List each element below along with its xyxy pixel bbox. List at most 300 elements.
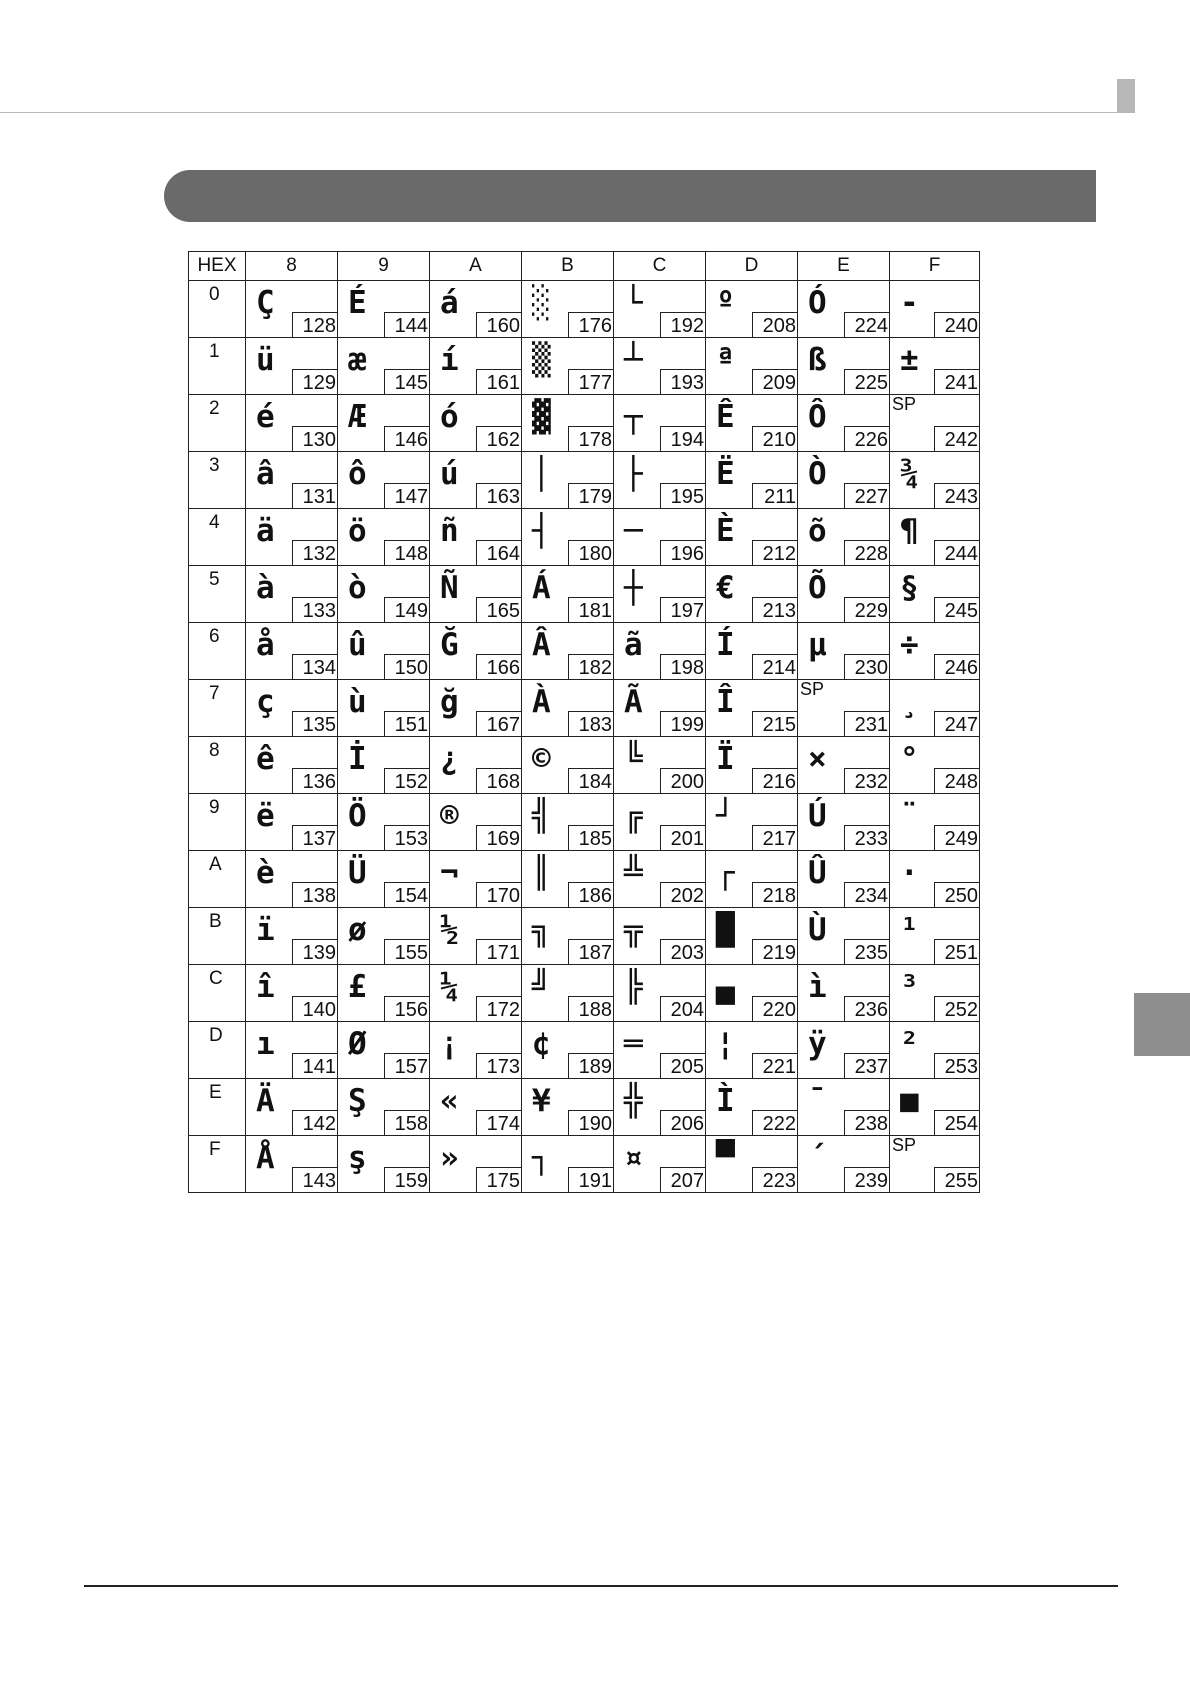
row-hex-label xyxy=(189,623,246,680)
char-cell xyxy=(614,1136,706,1193)
header-row xyxy=(189,252,980,281)
column-header: 8 xyxy=(246,252,338,281)
char-code: 196 xyxy=(660,540,706,566)
char-code: 218 xyxy=(752,882,798,908)
char-cell xyxy=(798,794,890,851)
char-cell xyxy=(522,794,614,851)
column-header: A xyxy=(430,252,522,281)
char-code: 158 xyxy=(384,1110,430,1136)
column-header: E xyxy=(798,252,890,281)
char-cell xyxy=(338,680,430,737)
row-hex-text: 0 xyxy=(209,284,220,305)
char-glyph: Â xyxy=(532,627,551,663)
char-cell xyxy=(614,509,706,566)
char-glyph: ´ xyxy=(808,1140,827,1176)
char-cell xyxy=(798,452,890,509)
char-glyph: ╔ xyxy=(624,798,643,834)
char-cell xyxy=(430,1022,522,1079)
char-glyph: § xyxy=(900,570,919,606)
row-hex-label xyxy=(189,1136,246,1193)
char-cell xyxy=(890,338,980,395)
column-header: B xyxy=(522,252,614,281)
char-glyph: Ñ xyxy=(440,570,459,606)
char-cell xyxy=(614,737,706,794)
char-cell xyxy=(706,680,798,737)
char-glyph: ╬ xyxy=(624,1083,643,1119)
chapter-side-tab xyxy=(1134,993,1190,1056)
char-cell xyxy=(430,509,522,566)
char-glyph: ¸ xyxy=(900,684,919,720)
char-code: 217 xyxy=(752,825,798,851)
char-glyph: ä xyxy=(256,513,275,549)
char-cell xyxy=(246,1022,338,1079)
table-row xyxy=(189,566,980,623)
char-code: 238 xyxy=(844,1110,890,1136)
char-cell xyxy=(430,338,522,395)
char-glyph: å xyxy=(256,627,275,663)
char-cell xyxy=(798,965,890,1022)
char-cell xyxy=(338,908,430,965)
char-cell xyxy=(430,737,522,794)
char-code: 167 xyxy=(476,711,522,737)
char-cell xyxy=(338,1136,430,1193)
char-cell xyxy=(614,281,706,338)
row-hex-text: 9 xyxy=(209,797,220,818)
char-cell xyxy=(522,851,614,908)
char-cell xyxy=(614,1022,706,1079)
char-glyph: ¥ xyxy=(532,1083,551,1119)
char-glyph: ╚ xyxy=(624,741,643,777)
char-code: 148 xyxy=(384,540,430,566)
column-header: D xyxy=(706,252,798,281)
char-cell xyxy=(430,566,522,623)
char-glyph: º xyxy=(716,285,735,321)
char-glyph: ▄ xyxy=(716,969,735,1005)
char-cell xyxy=(614,338,706,395)
char-cell xyxy=(706,908,798,965)
char-code: 230 xyxy=(844,654,890,680)
char-cell xyxy=(430,680,522,737)
char-cell xyxy=(246,623,338,680)
table-body xyxy=(189,281,980,1193)
table-row xyxy=(189,452,980,509)
char-cell xyxy=(798,338,890,395)
char-cell xyxy=(338,338,430,395)
char-code: 240 xyxy=(934,312,980,338)
char-code: 131 xyxy=(292,483,338,509)
char-code: 159 xyxy=(384,1167,430,1193)
char-cell xyxy=(430,452,522,509)
char-glyph: Ù xyxy=(808,912,827,948)
char-cell xyxy=(706,1022,798,1079)
char-cell xyxy=(246,509,338,566)
char-code: 130 xyxy=(292,426,338,452)
char-glyph: û xyxy=(348,627,367,663)
char-glyph: « xyxy=(440,1083,459,1119)
char-glyph: ® xyxy=(440,798,459,834)
char-code: 160 xyxy=(476,312,522,338)
char-code: 202 xyxy=(660,882,706,908)
char-code: 226 xyxy=(844,426,890,452)
char-cell xyxy=(614,566,706,623)
char-glyph: ║ xyxy=(532,855,551,891)
char-glyph: ú xyxy=(440,456,459,492)
char-code: 191 xyxy=(568,1167,614,1193)
char-cell xyxy=(338,509,430,566)
char-cell xyxy=(522,338,614,395)
char-cell xyxy=(890,281,980,338)
char-code: 141 xyxy=(292,1053,338,1079)
char-cell xyxy=(890,794,980,851)
char-code: 170 xyxy=(476,882,522,908)
char-glyph: Û xyxy=(808,855,827,891)
char-code: 205 xyxy=(660,1053,706,1079)
char-glyph: ó xyxy=(440,399,459,435)
char-cell xyxy=(614,908,706,965)
char-glyph: Ç xyxy=(256,285,275,321)
char-glyph: ¨ xyxy=(900,798,919,834)
char-code: 189 xyxy=(568,1053,614,1079)
char-code: 243 xyxy=(934,483,980,509)
char-cell xyxy=(890,680,980,737)
char-glyph: ª xyxy=(716,342,735,378)
char-code: 207 xyxy=(660,1167,706,1193)
char-code: 249 xyxy=(934,825,980,851)
char-glyph: ╩ xyxy=(624,855,643,891)
char-cell xyxy=(890,509,980,566)
char-code: 232 xyxy=(844,768,890,794)
char-glyph: ┐ xyxy=(532,1140,551,1176)
char-code: 187 xyxy=(568,939,614,965)
char-code: 164 xyxy=(476,540,522,566)
char-glyph: é xyxy=(256,399,275,435)
char-code: 178 xyxy=(568,426,614,452)
char-glyph: ┬ xyxy=(624,399,643,435)
char-glyph: À xyxy=(532,684,551,720)
char-glyph: ½ xyxy=(440,912,459,948)
char-code: 163 xyxy=(476,483,522,509)
char-code: 182 xyxy=(568,654,614,680)
char-code: 128 xyxy=(292,312,338,338)
char-code: 143 xyxy=(292,1167,338,1193)
char-cell xyxy=(522,965,614,1022)
char-glyph: æ xyxy=(348,342,367,378)
char-glyph: Î xyxy=(716,684,735,720)
char-cell xyxy=(522,395,614,452)
char-cell xyxy=(798,908,890,965)
row-hex-text: C xyxy=(209,968,223,989)
table-row xyxy=(189,1022,980,1079)
char-glyph: SP xyxy=(892,1135,917,1155)
char-glyph: ß xyxy=(808,342,827,378)
char-code: 204 xyxy=(660,996,706,1022)
char-code: 229 xyxy=(844,597,890,623)
char-cell xyxy=(706,1079,798,1136)
char-cell xyxy=(522,737,614,794)
char-glyph: ô xyxy=(348,456,367,492)
char-code: 152 xyxy=(384,768,430,794)
char-code: 172 xyxy=(476,996,522,1022)
char-code: 237 xyxy=(844,1053,890,1079)
table-row xyxy=(189,338,980,395)
char-glyph: ┘ xyxy=(716,798,735,834)
char-glyph: ê xyxy=(256,741,275,777)
char-cell xyxy=(430,281,522,338)
char-glyph: » xyxy=(440,1140,459,1176)
char-cell xyxy=(338,566,430,623)
row-hex-label xyxy=(189,851,246,908)
char-cell xyxy=(798,509,890,566)
char-code: 210 xyxy=(752,426,798,452)
char-code: 153 xyxy=(384,825,430,851)
char-glyph: È xyxy=(716,513,735,549)
char-cell xyxy=(890,737,980,794)
char-code: 251 xyxy=(934,939,980,965)
char-glyph: ± xyxy=(900,342,919,378)
char-glyph: ¯ xyxy=(808,1083,827,1119)
header-rule xyxy=(0,112,1132,113)
char-cell xyxy=(246,965,338,1022)
char-cell xyxy=(890,1136,980,1193)
char-code: 244 xyxy=(934,540,980,566)
column-header: C xyxy=(614,252,706,281)
row-hex-text: 2 xyxy=(209,398,220,419)
char-code: 138 xyxy=(292,882,338,908)
char-glyph: ═ xyxy=(624,1026,643,1062)
table-row xyxy=(189,908,980,965)
char-glyph: ¢ xyxy=(532,1026,551,1062)
char-code: 239 xyxy=(844,1167,890,1193)
char-cell xyxy=(522,509,614,566)
char-code: 132 xyxy=(292,540,338,566)
char-code: 223 xyxy=(752,1167,798,1193)
char-code: 241 xyxy=(934,369,980,395)
char-glyph: - xyxy=(900,285,919,321)
row-hex-label xyxy=(189,452,246,509)
section-title-bar xyxy=(164,170,1096,222)
char-glyph: Õ xyxy=(808,570,827,606)
char-glyph: Ï xyxy=(716,741,735,777)
char-cell xyxy=(522,566,614,623)
char-cell xyxy=(798,1136,890,1193)
char-code: 139 xyxy=(292,939,338,965)
char-cell xyxy=(522,1022,614,1079)
char-glyph: ï xyxy=(256,912,275,948)
char-glyph: Ò xyxy=(808,456,827,492)
char-cell xyxy=(798,680,890,737)
column-header: F xyxy=(890,252,980,281)
char-cell xyxy=(338,794,430,851)
char-cell xyxy=(798,395,890,452)
row-hex-label xyxy=(189,566,246,623)
char-glyph: ÿ xyxy=(808,1026,827,1062)
char-cell xyxy=(430,851,522,908)
char-glyph: Ü xyxy=(348,855,367,891)
char-glyph: Ì xyxy=(716,1083,735,1119)
char-glyph: É xyxy=(348,285,367,321)
char-code: 220 xyxy=(752,996,798,1022)
char-glyph: ² xyxy=(900,1026,919,1062)
char-glyph: Á xyxy=(532,570,551,606)
char-glyph: Ú xyxy=(808,798,827,834)
char-cell xyxy=(246,452,338,509)
char-glyph: ¹ xyxy=(900,912,919,948)
char-cell xyxy=(706,395,798,452)
char-cell xyxy=(614,680,706,737)
char-glyph: ▓ xyxy=(532,399,551,435)
char-glyph: à xyxy=(256,570,275,606)
char-code: 225 xyxy=(844,369,890,395)
char-glyph: SP xyxy=(892,394,917,414)
row-hex-text: E xyxy=(209,1082,222,1103)
char-glyph: Ş xyxy=(348,1083,367,1119)
char-code: 211 xyxy=(752,483,798,509)
char-code: 221 xyxy=(752,1053,798,1079)
char-glyph: ç xyxy=(256,684,275,720)
char-code: 176 xyxy=(568,312,614,338)
table-row xyxy=(189,623,980,680)
char-glyph: ã xyxy=(624,627,643,663)
char-code: 165 xyxy=(476,597,522,623)
char-code: 254 xyxy=(934,1110,980,1136)
char-code: 228 xyxy=(844,540,890,566)
char-glyph: ╦ xyxy=(624,912,643,948)
code-page-table xyxy=(188,251,980,1193)
table-row xyxy=(189,737,980,794)
row-hex-label xyxy=(189,395,246,452)
char-code: 252 xyxy=(934,996,980,1022)
char-code: 242 xyxy=(934,426,980,452)
char-code: 185 xyxy=(568,825,614,851)
char-glyph: ▒ xyxy=(532,342,551,378)
char-cell xyxy=(706,338,798,395)
char-cell xyxy=(246,566,338,623)
char-glyph: ╝ xyxy=(532,969,551,1005)
char-code: 203 xyxy=(660,939,706,965)
char-cell xyxy=(706,737,798,794)
char-glyph: İ xyxy=(348,741,367,777)
char-glyph: Ë xyxy=(716,456,735,492)
char-cell xyxy=(338,395,430,452)
row-hex-label xyxy=(189,965,246,1022)
row-hex-text: 3 xyxy=(209,455,220,476)
char-cell xyxy=(890,851,980,908)
char-glyph: ÷ xyxy=(900,627,919,663)
char-glyph: ¬ xyxy=(440,855,459,891)
char-code: 231 xyxy=(844,711,890,737)
char-glyph: ğ xyxy=(440,684,459,720)
char-code: 198 xyxy=(660,654,706,680)
char-cell xyxy=(706,851,798,908)
char-cell xyxy=(706,1136,798,1193)
char-code: 171 xyxy=(476,939,522,965)
char-cell xyxy=(706,623,798,680)
char-code: 183 xyxy=(568,711,614,737)
char-glyph: ¾ xyxy=(900,456,919,492)
table-row xyxy=(189,1136,980,1193)
char-cell xyxy=(706,965,798,1022)
char-glyph: ñ xyxy=(440,513,459,549)
char-code: 236 xyxy=(844,996,890,1022)
char-cell xyxy=(890,1079,980,1136)
char-code: 186 xyxy=(568,882,614,908)
char-code: 161 xyxy=(476,369,522,395)
char-cell xyxy=(430,794,522,851)
char-glyph: Å xyxy=(256,1140,275,1176)
char-cell xyxy=(614,794,706,851)
char-code: 150 xyxy=(384,654,430,680)
char-cell xyxy=(430,1079,522,1136)
char-cell xyxy=(522,1079,614,1136)
char-glyph: ¼ xyxy=(440,969,459,1005)
char-cell xyxy=(430,395,522,452)
char-code: 224 xyxy=(844,312,890,338)
char-cell xyxy=(890,566,980,623)
char-glyph: └ xyxy=(624,285,643,321)
row-hex-label xyxy=(189,1022,246,1079)
char-code: 155 xyxy=(384,939,430,965)
row-hex-text: B xyxy=(209,911,222,932)
char-code: 169 xyxy=(476,825,522,851)
char-cell xyxy=(798,623,890,680)
char-code: 215 xyxy=(752,711,798,737)
char-code: 137 xyxy=(292,825,338,851)
char-glyph: Ó xyxy=(808,285,827,321)
char-glyph: ░ xyxy=(532,285,551,321)
char-glyph: £ xyxy=(348,969,367,1005)
char-code: 227 xyxy=(844,483,890,509)
char-cell xyxy=(338,737,430,794)
char-cell xyxy=(798,566,890,623)
char-code: 208 xyxy=(752,312,798,338)
row-hex-text: 5 xyxy=(209,569,220,590)
row-hex-text: A xyxy=(209,854,222,875)
char-cell xyxy=(706,281,798,338)
char-code: 142 xyxy=(292,1110,338,1136)
char-glyph: ╗ xyxy=(532,912,551,948)
char-cell xyxy=(798,737,890,794)
char-cell xyxy=(430,908,522,965)
table-row xyxy=(189,1079,980,1136)
char-code: 245 xyxy=(934,597,980,623)
row-hex-text: 6 xyxy=(209,626,220,647)
char-code: 214 xyxy=(752,654,798,680)
char-glyph: ¡ xyxy=(440,1026,459,1062)
char-cell xyxy=(246,1136,338,1193)
char-cell xyxy=(338,965,430,1022)
char-glyph: Í xyxy=(716,627,735,663)
row-hex-text: 4 xyxy=(209,512,220,533)
char-cell xyxy=(522,908,614,965)
char-code: 219 xyxy=(752,939,798,965)
char-cell xyxy=(614,623,706,680)
char-glyph: │ xyxy=(532,456,551,492)
char-code: 166 xyxy=(476,654,522,680)
char-cell xyxy=(614,395,706,452)
char-cell xyxy=(338,452,430,509)
char-glyph: â xyxy=(256,456,275,492)
char-code: 206 xyxy=(660,1110,706,1136)
char-cell xyxy=(338,281,430,338)
char-code: 146 xyxy=(384,426,430,452)
char-glyph: × xyxy=(808,741,827,777)
char-code: 247 xyxy=(934,711,980,737)
row-hex-label xyxy=(189,680,246,737)
char-cell xyxy=(338,1079,430,1136)
char-cell xyxy=(246,338,338,395)
table-row xyxy=(189,281,980,338)
char-cell xyxy=(338,1022,430,1079)
